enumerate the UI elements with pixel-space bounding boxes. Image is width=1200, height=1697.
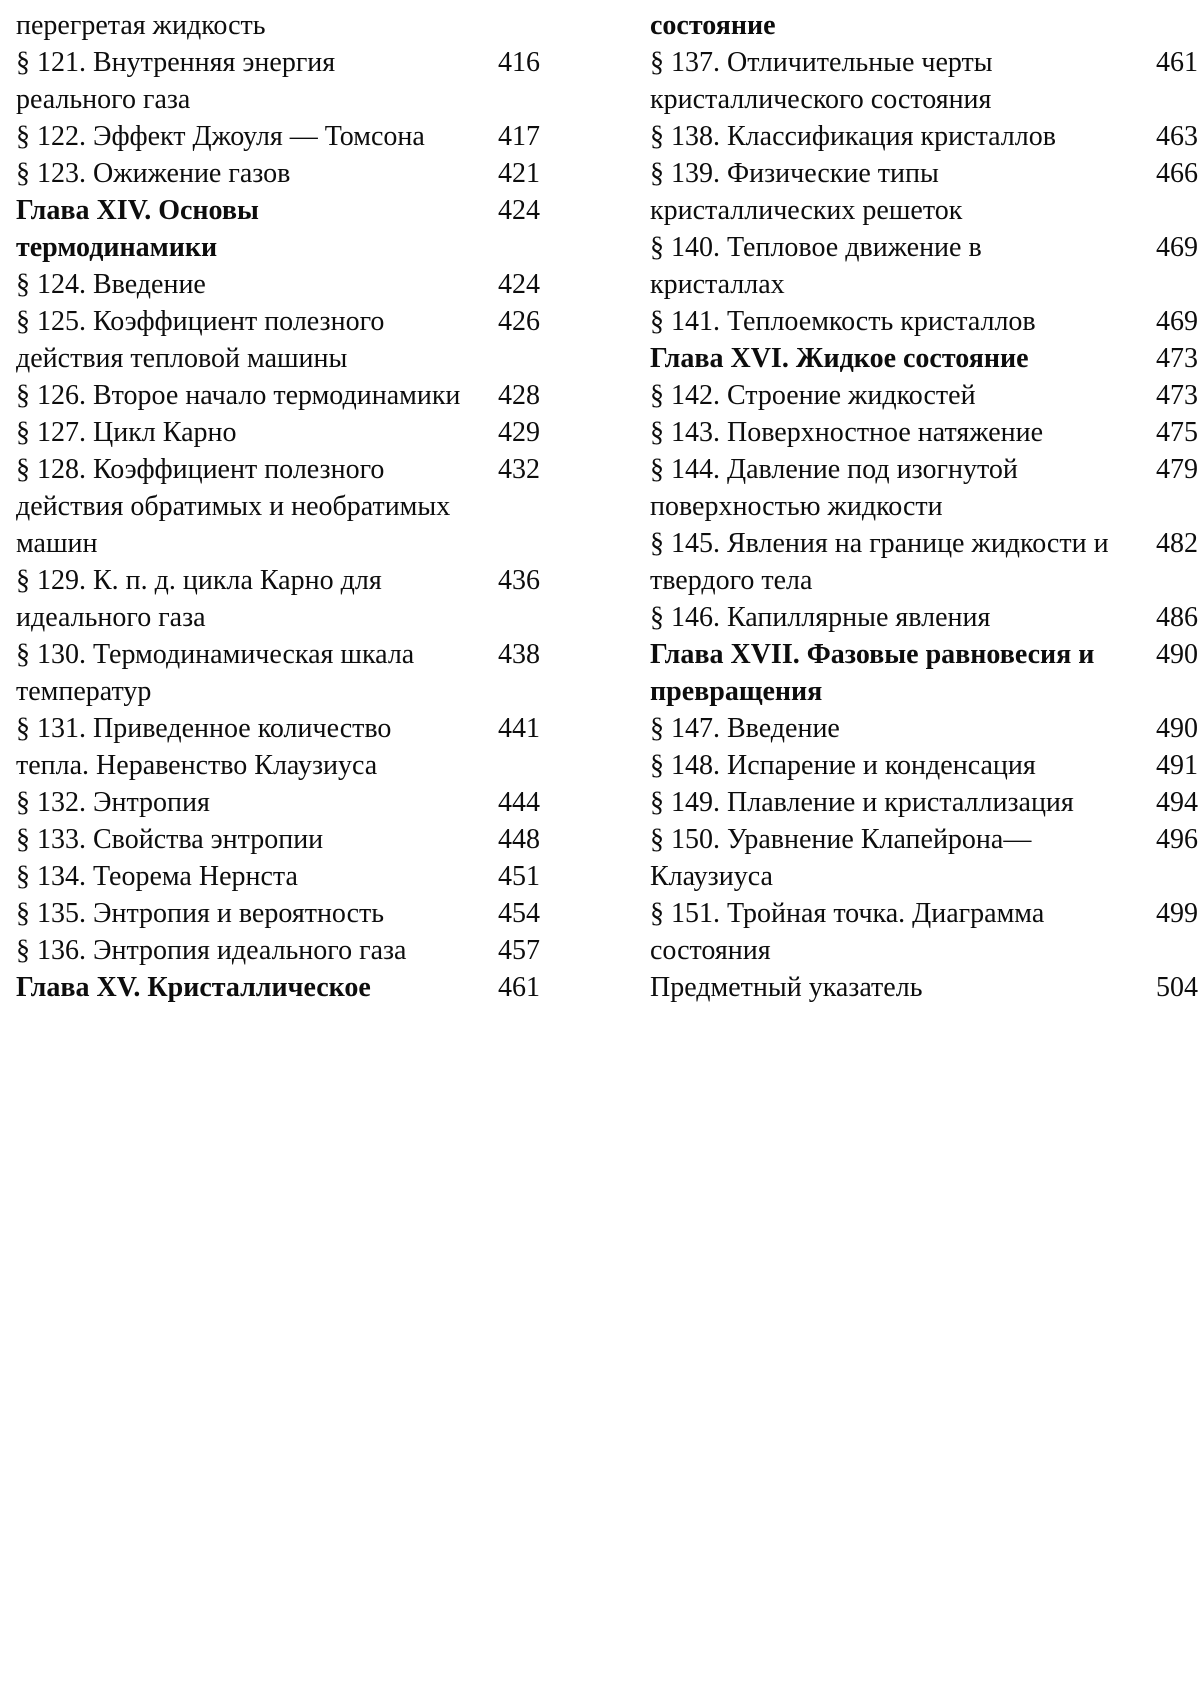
toc-entry-page-number: 504: [1156, 972, 1198, 1003]
toc-entry: [650, 821, 1198, 895]
toc-entry: [16, 7, 540, 44]
toc-entry-page-number: 451: [498, 861, 540, 892]
toc-entry-page-number: 486: [1156, 602, 1198, 633]
toc-entry: [16, 118, 540, 155]
toc-entry: [650, 784, 1198, 821]
toc-entry: [650, 118, 1198, 155]
toc-entry-page-number: 429: [498, 417, 540, 448]
toc-entry-title: § 130. Термодинамическая шкала температур: [16, 639, 415, 707]
toc-entry-title: § 150. Уравнение Клапейрона—Клаузиуса: [650, 824, 1032, 892]
toc-entry-title: § 124. Введение: [16, 269, 206, 300]
toc-entry: [16, 562, 540, 636]
toc-entry: [16, 821, 540, 858]
toc-entry-title: § 151. Тройная точка. Диаграмма состояния: [650, 898, 1045, 966]
toc-entry: [650, 747, 1198, 784]
toc-entry-title: § 138. Классификация кристаллов: [650, 121, 1056, 152]
toc-entry: [650, 895, 1198, 969]
toc-entry-page-number: 490: [1156, 713, 1198, 744]
toc-entry-page-number: 466: [1156, 158, 1198, 189]
toc-entry-title: Глава XIV. Основы термодинамики: [16, 195, 259, 263]
toc-entry-page-number: 461: [1156, 47, 1198, 78]
toc-entry-page-number: 473: [1156, 380, 1198, 411]
toc-entry-page-number: 496: [1156, 824, 1198, 855]
toc-entry-page-number: 421: [498, 158, 540, 189]
toc-entry-page-number: 457: [498, 935, 540, 966]
toc-entry-page-number: 463: [1156, 121, 1198, 152]
toc-entry-page-number: 444: [498, 787, 540, 818]
toc-entry-page-number: 438: [498, 639, 540, 670]
toc-entry: [650, 7, 1198, 44]
toc-entry: [16, 266, 540, 303]
toc-entry: [650, 414, 1198, 451]
toc-entry: [650, 525, 1198, 599]
toc-entry: [650, 599, 1198, 636]
toc-entry: [16, 414, 540, 451]
toc-entry-page-number: 424: [498, 269, 540, 300]
toc-entry-title: состояние: [650, 10, 776, 41]
toc-entry: [650, 636, 1198, 710]
toc-entry-page-number: 473: [1156, 343, 1198, 374]
toc-entry-page-number: 432: [498, 454, 540, 485]
toc-entry-title: § 127. Цикл Карно: [16, 417, 237, 448]
toc-entry: [16, 895, 540, 932]
toc-entry: [650, 340, 1198, 377]
toc-entry: [650, 377, 1198, 414]
toc-entry-title: § 128. Коэффициент полезного действия обратимых и необратимых машин: [16, 454, 451, 559]
toc-entry-page-number: 416: [498, 47, 540, 78]
toc-entry: [650, 969, 1198, 1006]
toc-entry-page-number: 499: [1156, 898, 1198, 929]
toc-entry: [16, 155, 540, 192]
toc-entry-page-number: 424: [498, 195, 540, 226]
toc-entry: [650, 229, 1198, 303]
toc-entry: [16, 636, 540, 710]
toc-entry-title: § 123. Ожижение газов: [16, 158, 291, 189]
toc-entry-page-number: 441: [498, 713, 540, 744]
toc-entry-title: § 140. Тепловое движение в кристаллах: [650, 232, 982, 300]
toc-entry: [16, 451, 540, 562]
toc-entry-page-number: 469: [1156, 232, 1198, 263]
toc-entry: [16, 784, 540, 821]
toc-entry-page-number: 426: [498, 306, 540, 337]
toc-entry: [650, 44, 1198, 118]
toc-entry-title: § 133. Свойства энтропии: [16, 824, 324, 855]
toc-entry: [16, 932, 540, 969]
toc-entry-page-number: 491: [1156, 750, 1198, 781]
toc-entry-title: § 129. К. п. д. цикла Карно для идеального газа: [16, 565, 382, 633]
toc-entry: [650, 451, 1198, 525]
toc-entry: [16, 377, 540, 414]
toc-entry: [16, 303, 540, 377]
toc-entry-title: перегретая жидкость: [16, 10, 266, 41]
toc-entry-title: § 149. Плавление и кристаллизация: [650, 787, 1074, 818]
toc-column-right: [650, 7, 1198, 1006]
toc-entry: [650, 303, 1198, 340]
toc-entry: [16, 858, 540, 895]
toc-entry-page-number: 494: [1156, 787, 1198, 818]
toc-entry-title: § 135. Энтропия и вероятность: [16, 898, 385, 929]
toc-entry-title: § 139. Физические типы кристаллических решеток: [650, 158, 963, 226]
toc-entry-page-number: 436: [498, 565, 540, 596]
toc-entry: [16, 192, 540, 266]
toc-entry-title: § 147. Введение: [650, 713, 840, 744]
toc-entry-title: § 122. Эффект Джоуля — Томсона: [16, 121, 425, 152]
toc-entry-page-number: 475: [1156, 417, 1198, 448]
toc-entry-page-number: 490: [1156, 639, 1198, 670]
toc-entry-title: § 142. Строение жидкостей: [650, 380, 976, 411]
toc-entry: [650, 710, 1198, 747]
toc-entry-title: § 137. Отличительные черты кристаллического состояния: [650, 47, 993, 115]
toc-entry-page-number: 454: [498, 898, 540, 929]
toc-entry-title: § 136. Энтропия идеального газа: [16, 935, 407, 966]
toc-entry-title: § 141. Теплоемкость кристаллов: [650, 306, 1036, 337]
toc-entry-title: § 132. Энтропия: [16, 787, 210, 818]
toc-entry-page-number: 479: [1156, 454, 1198, 485]
toc-entry-title: Глава XV. Кристаллическое: [16, 972, 371, 1003]
toc-entry-title: § 121. Внутренняя энергия реального газа: [16, 47, 336, 115]
toc-entry-page-number: 482: [1156, 528, 1198, 559]
toc-entry: [16, 710, 540, 784]
toc-entry-title: § 134. Теорема Нернста: [16, 861, 298, 892]
toc-entry-page-number: 417: [498, 121, 540, 152]
toc-entry: [16, 969, 540, 1006]
toc-entry-title: § 146. Капиллярные явления: [650, 602, 991, 633]
toc-entry-title: § 131. Приведенное количество тепла. Неравенство Клаузиуса: [16, 713, 392, 781]
toc-column-left: [16, 7, 540, 1006]
toc-entry-title: § 126. Второе начало термодинамики: [16, 380, 461, 411]
toc-entry-title: § 148. Испарение и конденсация: [650, 750, 1036, 781]
toc-entry-title: Глава XVII. Фазовые равновесия и превращения: [650, 639, 1095, 707]
toc-entry-title: § 125. Коэффициент полезного действия тепловой машины: [16, 306, 385, 374]
toc-entry-page-number: 428: [498, 380, 540, 411]
toc-entry-page-number: 461: [498, 972, 540, 1003]
toc-entry-title: § 145. Явления на границе жидкости и твердого тела: [650, 528, 1109, 596]
toc-entry-page-number: 448: [498, 824, 540, 855]
toc-entry-title: Глава XVI. Жидкое состояние: [650, 343, 1029, 374]
toc-entry-page-number: 469: [1156, 306, 1198, 337]
toc-entry-title: § 143. Поверхностное натяжение: [650, 417, 1044, 448]
toc-entry-title: Предметный указатель: [650, 972, 923, 1003]
toc-entry: [16, 44, 540, 118]
toc-entry: [650, 155, 1198, 229]
toc-entry-title: § 144. Давление под изогнутой поверхностью жидкости: [650, 454, 1018, 522]
